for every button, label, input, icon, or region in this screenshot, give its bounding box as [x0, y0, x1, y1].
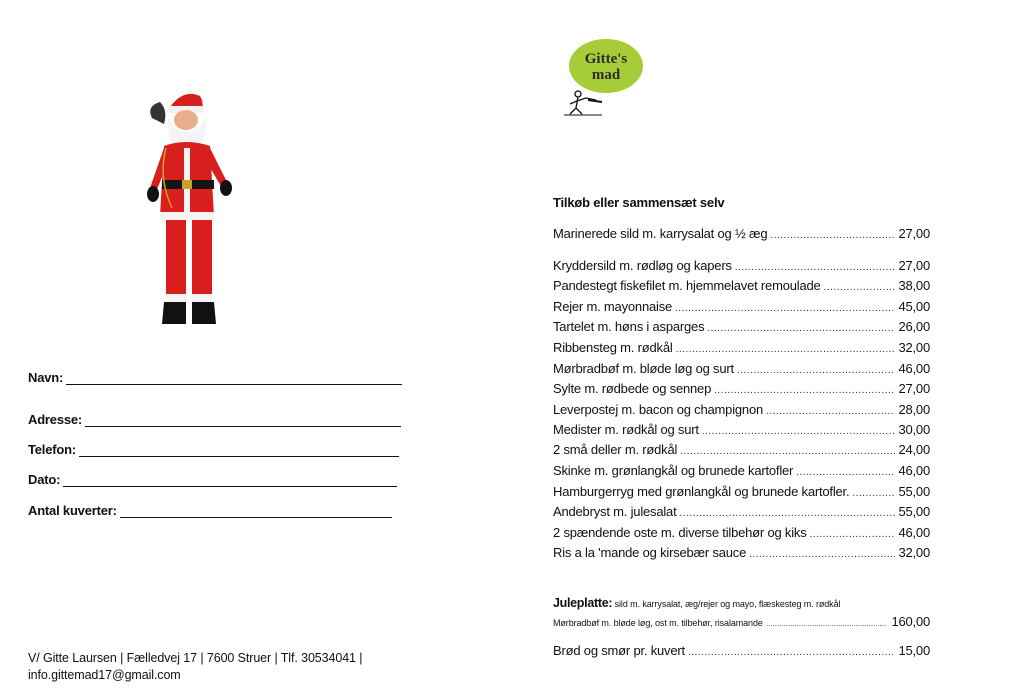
menu-item-name: 2 spændende oste m. diverse tilbehør og kiks [553, 525, 807, 540]
menu-item-name: Ribbensteg m. rødkål [553, 340, 673, 355]
menu-item-price: 45,00 [898, 299, 930, 314]
dot-leader [824, 282, 896, 293]
menu-item-name: Medister m. rødkål og surt [553, 422, 699, 437]
menu-item-price: 32,00 [898, 340, 930, 355]
menu-item-price: 24,00 [898, 442, 930, 457]
menu-item-price: 46,00 [898, 361, 930, 376]
dot-leader [749, 549, 895, 560]
juleplatte-desc-2: Mørbradbøf m. bløde løg, ost m. tilbehør, risalamande [553, 618, 763, 628]
menu-item-price: 27,00 [898, 381, 930, 396]
menu-item [553, 525, 930, 540]
dot-leader [767, 621, 888, 628]
menu-item [553, 422, 930, 437]
date-line[interactable] [63, 473, 397, 487]
address-line[interactable] [85, 413, 401, 427]
phone-line[interactable] [79, 443, 399, 457]
dot-leader [680, 446, 895, 457]
dot-leader [680, 508, 896, 519]
menu-item-price: 27,00 [898, 258, 930, 273]
phone-label: Telefon: [28, 442, 76, 457]
santa-claus-image [138, 88, 242, 330]
menu-item-price: 15,00 [898, 643, 930, 658]
contact-footer [28, 650, 362, 684]
date-field[interactable] [28, 472, 397, 487]
dot-leader [702, 426, 896, 437]
menu-item-name: Sylte m. rødbede og sennep [553, 381, 712, 396]
dot-leader [737, 365, 896, 376]
dot-leader [714, 385, 895, 396]
menu-item-name: Tartelet m. høns i asparges [553, 319, 705, 334]
menu-item-price: 32,00 [898, 545, 930, 560]
name-line[interactable] [66, 371, 402, 385]
menu-item [553, 299, 930, 314]
name-field[interactable] [28, 370, 402, 385]
dot-leader [770, 230, 895, 241]
juleplatte-line [553, 614, 930, 629]
menu-item-name: Brød og smør pr. kuvert [553, 643, 685, 658]
dot-leader [676, 344, 896, 355]
date-label: Dato: [28, 472, 61, 487]
menu-item [553, 442, 930, 457]
menu-item-name: 2 små deller m. rødkål [553, 442, 678, 457]
menu-item-price: 26,00 [898, 319, 930, 334]
juleplatte-desc-1: sild m. karrysalat, æg/rejer og mayo, flæskesteg m. rødkål [612, 599, 841, 609]
menu-item-name: Skinke m. grønlangkål og brunede kartofler [553, 463, 794, 478]
menu-item [553, 381, 930, 396]
menu-item-price: 30,00 [898, 422, 930, 437]
phone-field[interactable] [28, 442, 399, 457]
svg-text:Gitte's: Gitte's [584, 51, 628, 67]
covers-field[interactable] [28, 503, 392, 518]
menu-item-name: Marinerede sild m. karrysalat og ½ æg [553, 226, 768, 241]
menu-item-price: 55,00 [898, 484, 930, 499]
gittes-mad-logo [556, 38, 650, 118]
menu-title: Tilkøb eller sammensæt selv [553, 195, 725, 210]
dot-leader [766, 406, 895, 417]
juleplatte-heading [553, 596, 840, 610]
menu-item-price: 38,00 [898, 278, 930, 293]
menu-item [553, 402, 930, 417]
menu-item [553, 226, 930, 241]
name-label: Navn: [28, 370, 64, 385]
menu-item-name: Hamburgerryg med grønlangkål og brunede kartofler. [553, 484, 850, 499]
dot-leader [852, 488, 895, 499]
menu-item-price: 27,00 [898, 226, 930, 241]
menu-item [553, 340, 930, 355]
menu-item [553, 361, 930, 376]
covers-label: Antal kuverter: [28, 503, 117, 518]
menu-item [553, 258, 930, 273]
menu-item-price: 28,00 [898, 402, 930, 417]
svg-text:mad: mad [591, 67, 621, 83]
menu-item-name: Rejer m. mayonnaise [553, 299, 673, 314]
dot-leader [810, 529, 896, 540]
menu-item-bread [553, 643, 930, 658]
menu-item [553, 504, 930, 519]
menu-item [553, 463, 930, 478]
footer-email: info.gittemad17@gmail.com [28, 668, 181, 682]
dot-leader [796, 467, 895, 478]
menu-item-price: 46,00 [898, 463, 930, 478]
dot-leader [688, 647, 896, 658]
menu-item [553, 278, 930, 293]
menu-item [553, 319, 930, 334]
covers-line[interactable] [120, 504, 392, 518]
dot-leader [675, 303, 895, 314]
menu-item-name: Andebryst m. julesalat [553, 504, 677, 519]
footer-address: V/ Gitte Laursen | Fælledvej 17 | 7600 Struer | Tlf. 30534041 | [28, 651, 363, 665]
menu-item-name: Mørbradbøf m. bløde løg og surt [553, 361, 734, 376]
juleplatte-label: Juleplatte: [553, 596, 613, 610]
dot-leader [707, 323, 895, 334]
address-field[interactable] [28, 412, 401, 427]
address-label: Adresse: [28, 412, 83, 427]
menu-item-name: Ris a la 'mande og kirsebær sauce [553, 545, 747, 560]
menu-item-name: Leverpostej m. bacon og champignon [553, 402, 764, 417]
dot-leader [735, 262, 896, 273]
menu-item [553, 545, 930, 560]
menu-item-price: 55,00 [898, 504, 930, 519]
menu-item [553, 484, 930, 499]
menu-item-price: 46,00 [898, 525, 930, 540]
juleplatte-price: 160,00 [891, 614, 930, 629]
menu-item-name: Kryddersild m. rødløg og kapers [553, 258, 732, 273]
menu-item-name: Pandestegt fiskefilet m. hjemmelavet remoulade [553, 278, 821, 293]
